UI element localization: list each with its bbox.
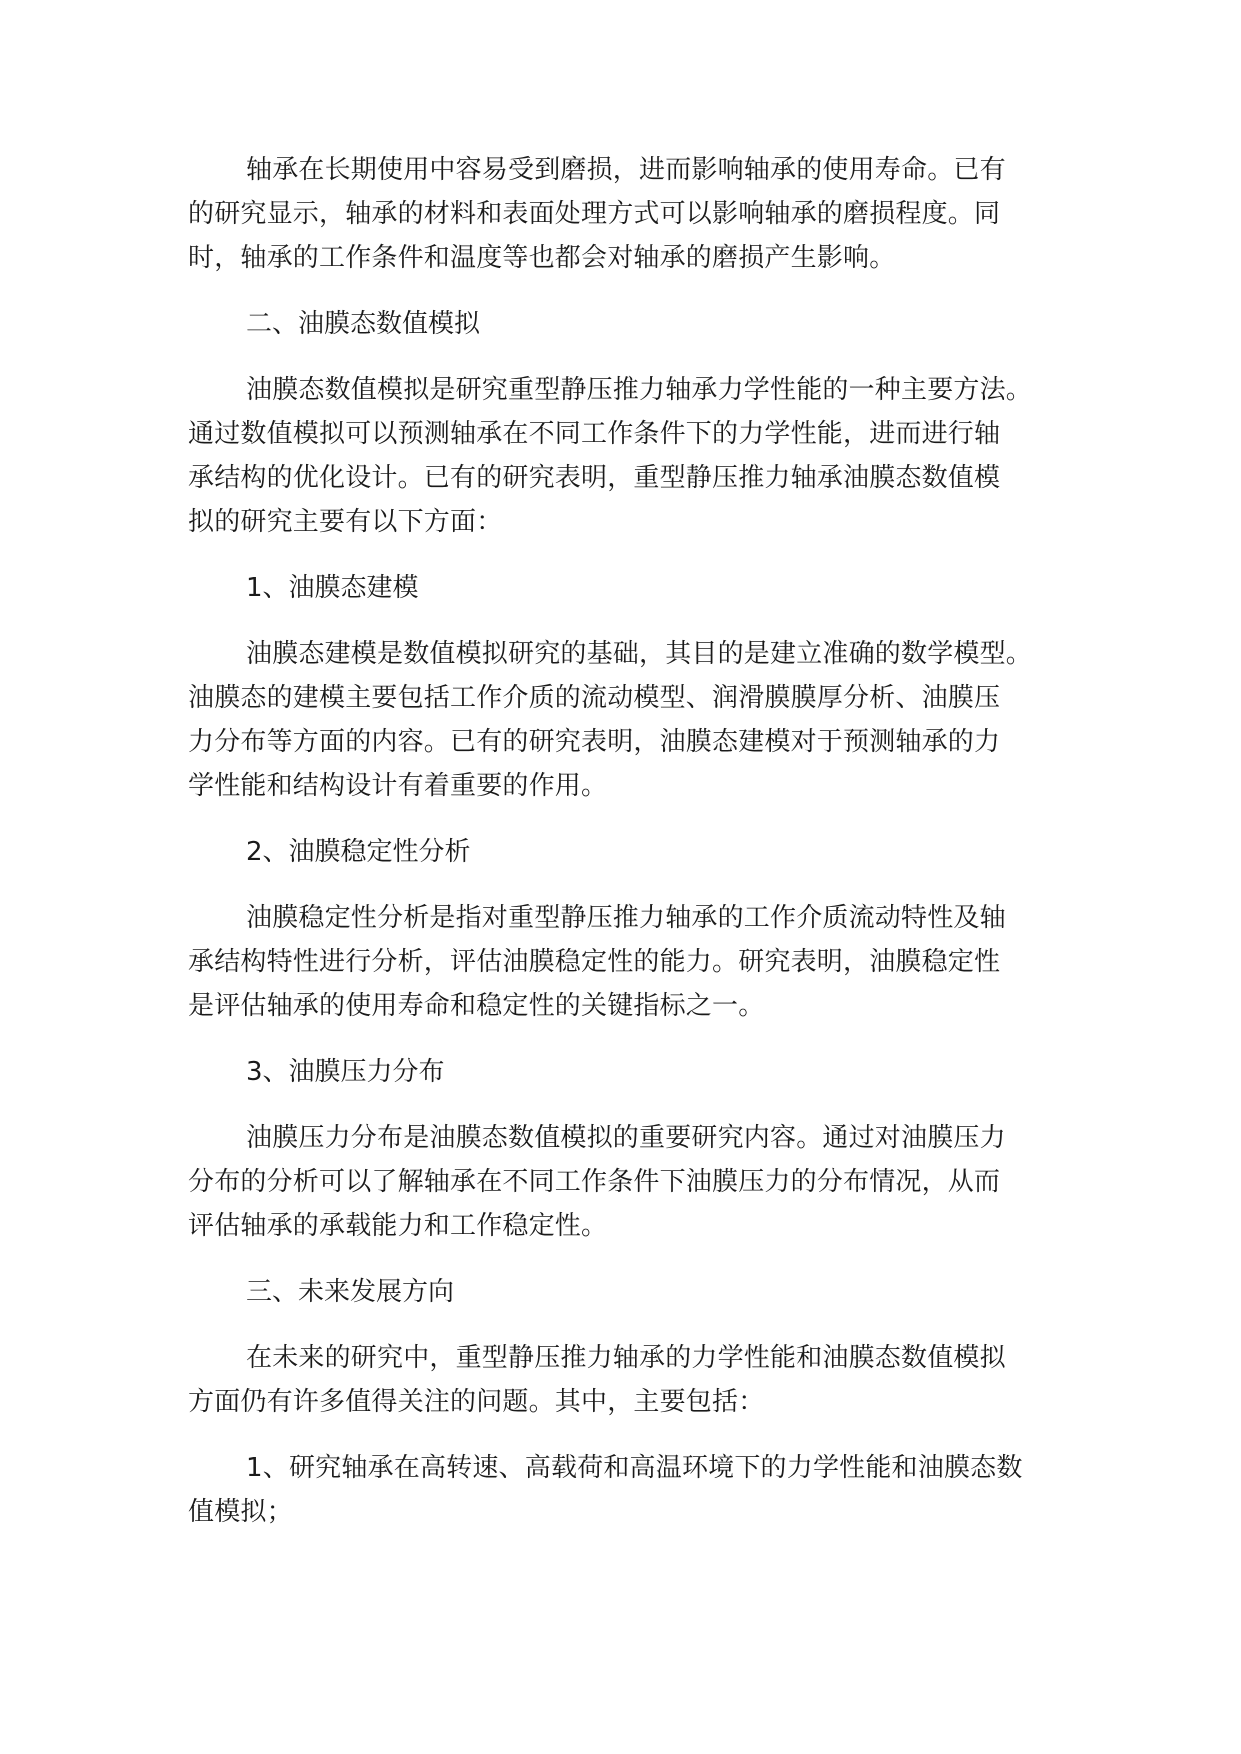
subheading-film-stability: 2、油膜稳定性分析 xyxy=(246,837,471,867)
paragraph-pressure-distribution xyxy=(188,1116,1088,1248)
text-line: 在未来的研究中，重型静压推力轴承的力学性能和油膜态数值模拟 xyxy=(246,1343,1006,1373)
text-line: 的研究显示，轴承的材料和表面处理方式可以影响轴承的磨损程度。同 xyxy=(188,199,1001,229)
text-line: 油膜态数值模拟是研究重型静压推力轴承力学性能的一种主要方法。 xyxy=(246,375,1033,405)
text-line: 值模拟； xyxy=(188,1497,293,1527)
paragraph-numerical-simulation xyxy=(188,368,1088,544)
text-line: 油膜压力分布是油膜态数值模拟的重要研究内容。通过对油膜压力 xyxy=(246,1123,1006,1153)
text-line: 是评估轴承的使用寿命和稳定性的关键指标之一。 xyxy=(188,991,765,1021)
section-heading-2: 二、油膜态数值模拟 xyxy=(246,309,481,339)
document-body xyxy=(188,148,1088,1534)
subheading-pressure-distribution: 3、油膜压力分布 xyxy=(246,1057,445,1087)
text-line: 通过数值模拟可以预测轴承在不同工作条件下的力学性能，进而进行轴 xyxy=(188,419,1001,449)
paragraph-bearing-wear xyxy=(188,148,1088,280)
text-line: 力分布等方面的内容。已有的研究表明，油膜态建模对于预测轴承的力 xyxy=(188,727,1001,757)
text-line: 承结构特性进行分析，评估油膜稳定性的能力。研究表明，油膜稳定性 xyxy=(188,947,1001,977)
text-line: 油膜态的建模主要包括工作介质的流动模型、润滑膜膜厚分析、油膜压 xyxy=(188,683,1001,713)
paragraph-film-modeling xyxy=(188,632,1088,808)
text-line: 方面仍有许多值得关注的问题。其中，主要包括： xyxy=(188,1387,765,1417)
text-line: 1、研究轴承在高转速、高载荷和高温环境下的力学性能和油膜态数 xyxy=(246,1453,1023,1483)
text-line: 学性能和结构设计有着重要的作用。 xyxy=(188,771,608,801)
text-line: 承结构的优化设计。已有的研究表明，重型静压推力轴承油膜态数值模 xyxy=(188,463,1001,493)
text-line: 分布的分析可以了解轴承在不同工作条件下油膜压力的分布情况，从而 xyxy=(188,1167,1001,1197)
paragraph-film-stability xyxy=(188,896,1088,1028)
text-line: 时，轴承的工作条件和温度等也都会对轴承的磨损产生影响。 xyxy=(188,243,896,273)
list-item-future-1 xyxy=(188,1446,1088,1534)
text-line: 评估轴承的承载能力和工作稳定性。 xyxy=(188,1211,608,1241)
section-heading-3: 三、未来发展方向 xyxy=(246,1277,455,1307)
text-line: 拟的研究主要有以下方面： xyxy=(188,507,503,537)
text-line: 油膜态建模是数值模拟研究的基础，其目的是建立准确的数学模型。 xyxy=(246,639,1033,669)
text-line: 油膜稳定性分析是指对重型静压推力轴承的工作介质流动特性及轴 xyxy=(246,903,1006,933)
paragraph-future-research xyxy=(188,1336,1088,1424)
text-line: 轴承在长期使用中容易受到磨损，进而影响轴承的使用寿命。已有 xyxy=(246,155,1006,185)
subheading-film-modeling: 1、油膜态建模 xyxy=(246,573,419,603)
